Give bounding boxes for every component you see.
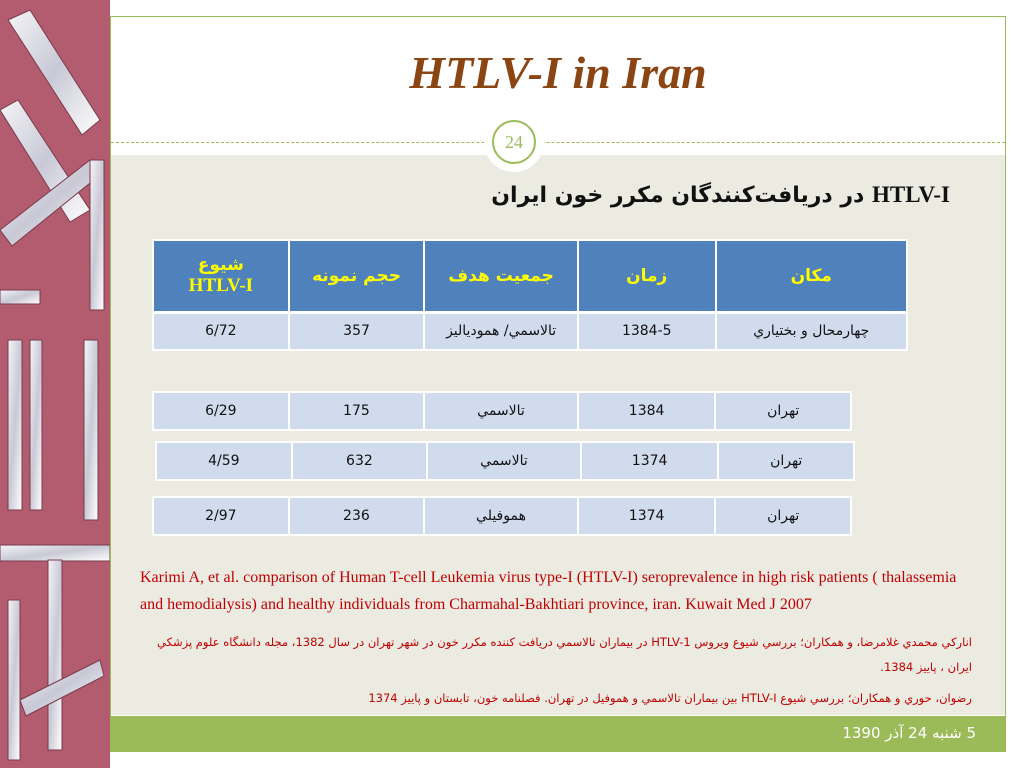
cell-prevalence: 2/97 [153,497,289,535]
cell-location: تهران [715,392,851,430]
cell-prevalence: 6/72 [153,312,289,350]
table-row [153,312,907,350]
cell-prevalence: 4/59 [156,442,292,480]
cell-time: 1384-5 [578,312,716,350]
cell-sample-size: 632 [292,442,428,480]
cell-target-population: تالاسمي [427,442,581,480]
cell-target-population: هموفیلي [424,497,578,535]
cell-time: 1374 [581,442,719,480]
header-prevalence-htlv: HTLV-I [188,274,254,296]
header-target-population: جمعیت هدف [424,240,578,312]
cell-sample-size: 236 [289,497,425,535]
header-prevalence-label: شیوع [197,254,244,275]
header-time: زمان [578,240,716,312]
table-header-row [153,240,907,312]
reference-persian-1: اناركي محمدي غلامرضا، و همكاران؛ بررسي شيوع ويروس HTLV-1 در بيماران تالاسمي دريافت كننده مكرر خون در شهر تهران در سال 1382، مجله دانشگاه علوم پزشكي ايران ، پاييز 1384. [157,635,972,674]
data-table-row-2 [155,441,855,481]
data-table-row-3 [152,496,852,536]
page-number-badge [484,112,544,172]
decorative-sidebar [0,0,110,768]
cell-sample-size: 357 [289,312,425,350]
cell-time: 1384 [578,392,716,430]
cell-target-population: تالاسمي [424,392,578,430]
header-prevalence [153,240,289,312]
reference-english: Karimi A, et al. comparison of Human T-cell Leukemia virus type-I (HTLV-I) seroprevalence in high risk patients ( thalassemia and hemodialysis) and healthy individuals from Charmahal-Bakhtiari province, iran. Kuwait Med J 2007 [140,569,957,613]
cell-location: تهران [718,442,854,480]
footer-date: 5 شنبه 24 آذر 1390 [842,724,976,742]
table-row [153,497,851,535]
page-number: 24 [492,120,536,164]
cell-time: 1374 [578,497,716,535]
htlv-letters-graphic [0,0,110,768]
table-row [156,442,854,480]
slide-title: HTLV-I in Iran [409,47,707,98]
slide-heading [491,182,950,208]
header-location: مکان [716,240,907,312]
heading-persian: در دریافت‌کنندگان مکرر خون ایران [491,183,865,208]
data-table-row-1 [152,391,852,431]
heading-latin: HTLV-I [872,182,950,207]
title-divider [111,142,1005,143]
header-sample-size: حجم نمونه [289,240,425,312]
cell-sample-size: 175 [289,392,425,430]
cell-location: چهارمحال و بختیاري [716,312,907,350]
cell-target-population: تالاسمي/ همودیالیز [424,312,578,350]
prevalence-table [152,239,908,351]
reference-persian-2: رضوان، حوري و همكاران؛ بررسي شيوع HTLV-I بين بيماران تالاسمي و هموفيل در تهران. فصلنامه خون، تابستان و پاييز 1374 [368,691,972,705]
cell-prevalence: 6/29 [153,392,289,430]
cell-location: تهران [715,497,851,535]
table-row [153,392,851,430]
